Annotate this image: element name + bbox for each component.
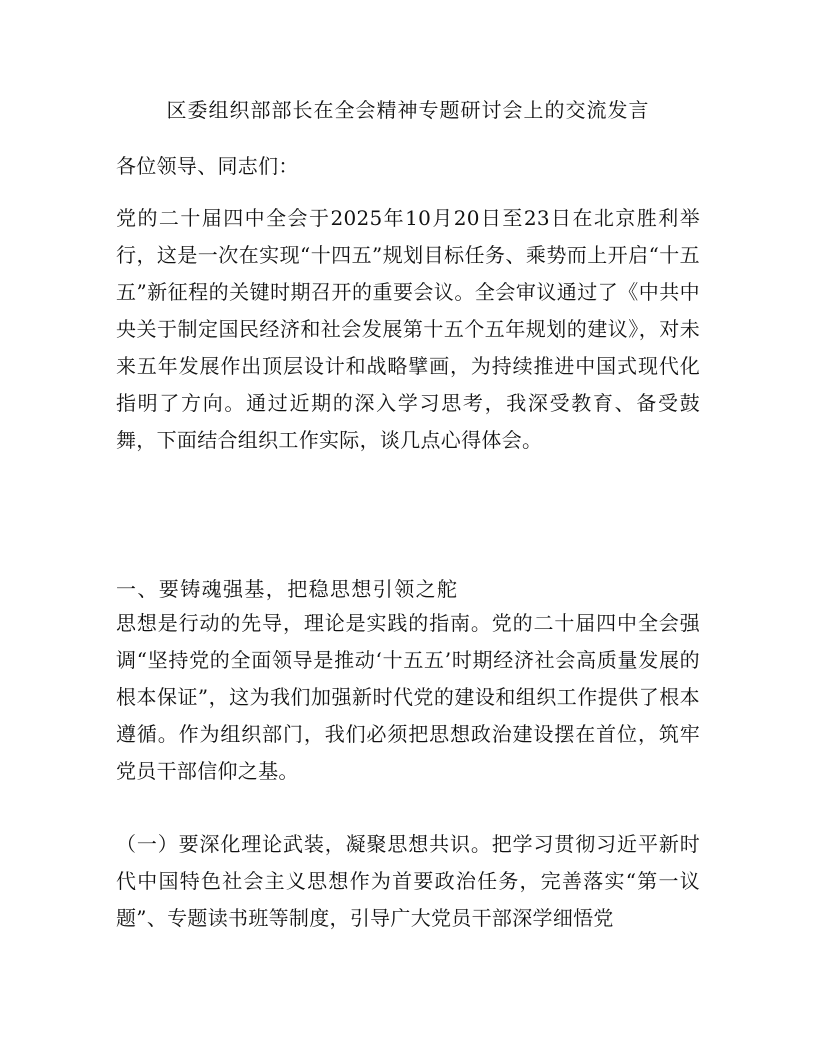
paragraph-intro: 党的二十届四中全会于2025年10月20日至23日在北京胜利举行，这是一次在实现“十四五”规划目标任务、乘势而上开启“十五五”新征程的关键时期召开的重要会议。全会审议通过了《中共中央关于制定国民经济和社会发展第十五个五年规划的建议》，对未来五年发展作出顶层设计和战略擘画，为持续推进中国式现代化指明了方向。通过近期的深入学习思考，我深受教育、备受鼓舞，下面结合组织工作实际，谈几点心得体会。 [116,206,700,452]
salutation: 各位领导、同志们： [116,154,299,178]
paragraph-section-1: 思想是行动的先导，理论是实践的指南。党的二十届四中全会强调“坚持党的全面领导是推动‘十五五’时期经济社会高质量发展的根本保证”，这为我们加强新时代党的建设和组织工作提供了根本遵循。作为组织部门，我们必须把思想政治建设摆在首位，筑牢党员干部信仰之基。 [116,611,700,783]
section-heading-1: 一、要铸魂强基，把稳思想引领之舵 [116,577,459,601]
document-title: 区委组织部部长在全会精神专题研讨会上的交流发言 [166,98,650,122]
paragraph-subsection-1: （一）要深化理论武装，凝聚思想共识。把学习贯彻习近平新时代中国特色社会主义思想作为首要政治任务，完善落实“第一议题”、专题读书班等制度，引导广大党员干部深学细悟党 [116,832,700,930]
